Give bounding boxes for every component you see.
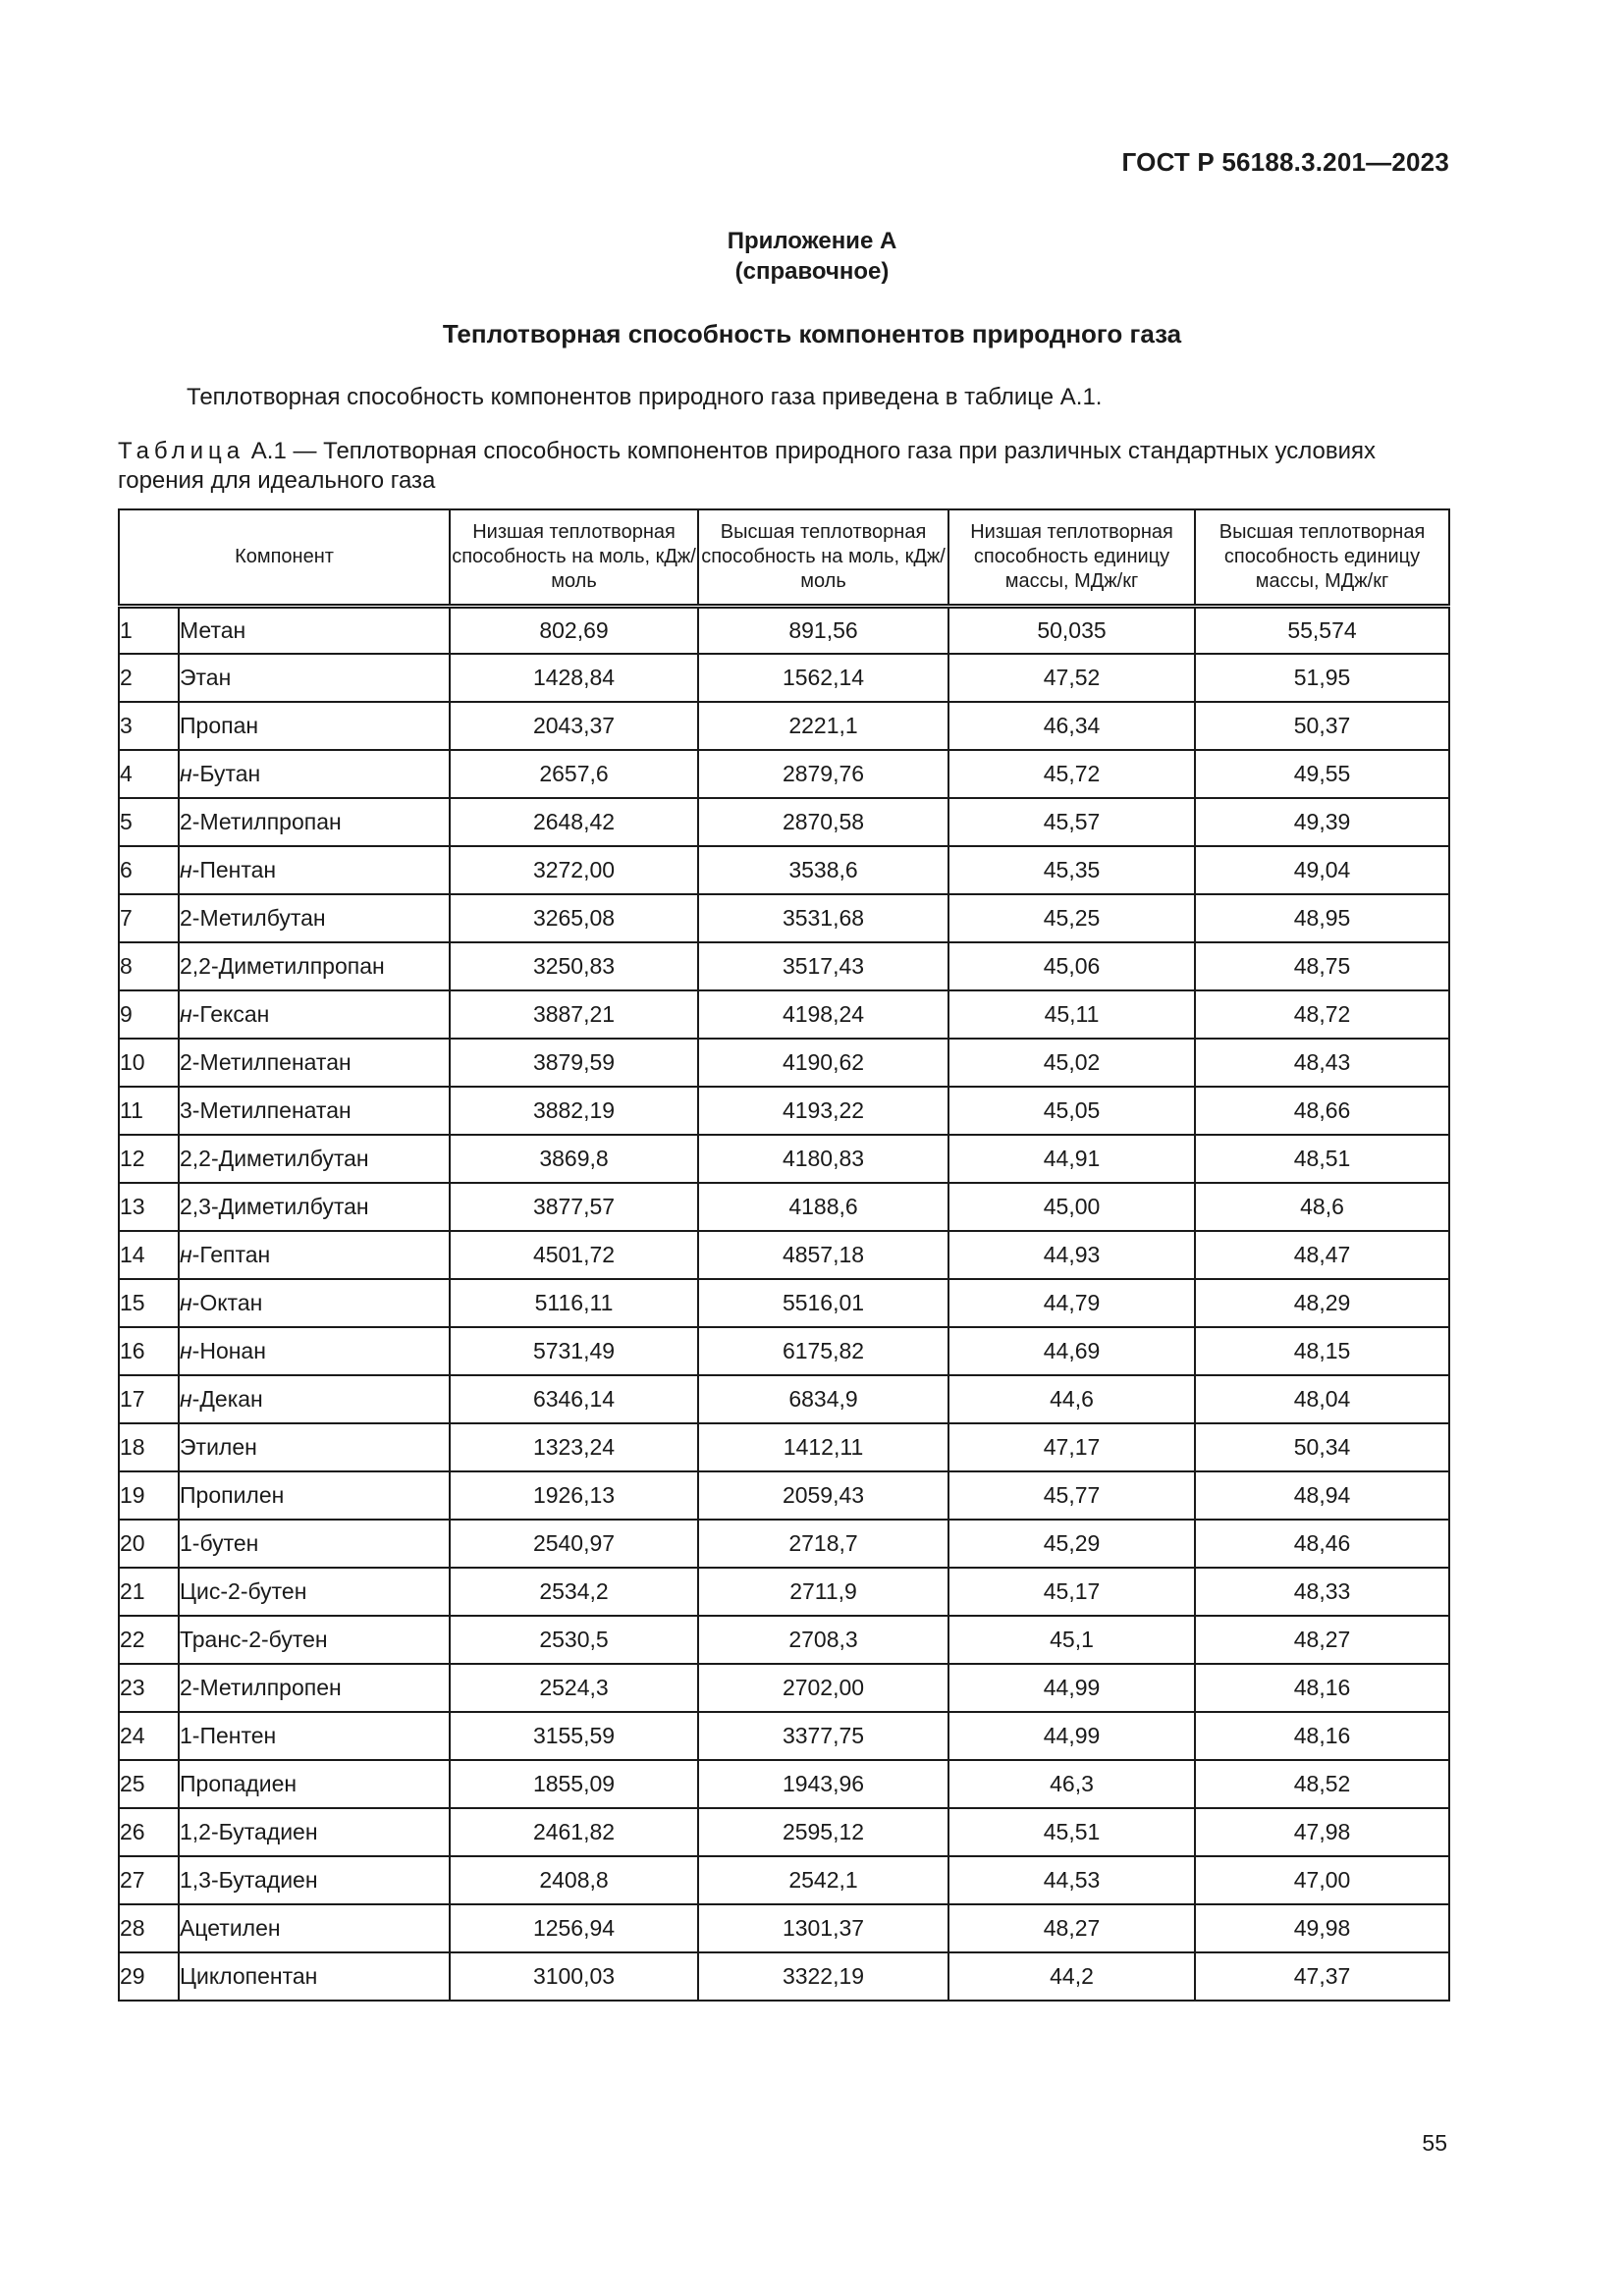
row-number: 6 <box>119 846 179 894</box>
higher-mass-value: 48,04 <box>1195 1375 1449 1423</box>
higher-molar-value: 1301,37 <box>698 1904 948 1952</box>
section-title: Теплотворная способность компонентов природного газа <box>442 319 1182 348</box>
row-number: 11 <box>119 1087 179 1135</box>
row-number: 20 <box>119 1520 179 1568</box>
lower-mass-value: 44,69 <box>948 1327 1195 1375</box>
header-lower-molar: Низшая теплотворная способность на моль, кДж/моль <box>450 509 698 606</box>
component-name: 1,3-Бутадиен <box>179 1856 450 1904</box>
header-higher-molar: Высшая теплотворная способность на моль, кДж/моль <box>698 509 948 606</box>
higher-mass-value: 48,6 <box>1195 1183 1449 1231</box>
lower-mass-value: 44,91 <box>948 1135 1195 1183</box>
lower-molar-value: 3155,59 <box>450 1712 698 1760</box>
document-code: ГОСТ Р 56188.3.201—2023 <box>1121 147 1449 177</box>
lower-molar-value: 2648,42 <box>450 798 698 846</box>
row-number: 7 <box>119 894 179 942</box>
higher-molar-value: 4193,22 <box>698 1087 948 1135</box>
component-name: 2,3-Диметилбутан <box>179 1183 450 1231</box>
row-number: 12 <box>119 1135 179 1183</box>
table-row <box>119 1087 1449 1135</box>
higher-molar-value: 2542,1 <box>698 1856 948 1904</box>
lower-molar-value: 3250,83 <box>450 942 698 990</box>
lower-molar-value: 3879,59 <box>450 1039 698 1087</box>
row-number: 14 <box>119 1231 179 1279</box>
row-number: 9 <box>119 990 179 1039</box>
lower-molar-value: 1855,09 <box>450 1760 698 1808</box>
lower-mass-value: 44,79 <box>948 1279 1195 1327</box>
lower-mass-value: 45,57 <box>948 798 1195 846</box>
table-row <box>119 1952 1449 2001</box>
higher-mass-value: 49,55 <box>1195 750 1449 798</box>
row-number: 27 <box>119 1856 179 1904</box>
component-name: 1-бутен <box>179 1520 450 1568</box>
higher-molar-value: 4198,24 <box>698 990 948 1039</box>
higher-mass-value: 48,29 <box>1195 1279 1449 1327</box>
table-row <box>119 702 1449 750</box>
row-number: 2 <box>119 654 179 702</box>
table-row <box>119 846 1449 894</box>
lower-mass-value: 44,99 <box>948 1664 1195 1712</box>
higher-mass-value: 48,46 <box>1195 1520 1449 1568</box>
row-number: 22 <box>119 1616 179 1664</box>
lower-mass-value: 45,1 <box>948 1616 1195 1664</box>
lower-mass-value: 45,35 <box>948 846 1195 894</box>
higher-mass-value: 51,95 <box>1195 654 1449 702</box>
component-name: 2-Метилпропен <box>179 1664 450 1712</box>
component-name: 2-Метилпенатан <box>179 1039 450 1087</box>
table-row <box>119 1183 1449 1231</box>
lower-mass-value: 44,6 <box>948 1375 1195 1423</box>
higher-molar-value: 4180,83 <box>698 1135 948 1183</box>
component-name: Метан <box>179 606 450 654</box>
component-name: Ацетилен <box>179 1904 450 1952</box>
lower-molar-value: 3272,00 <box>450 846 698 894</box>
higher-molar-value: 1943,96 <box>698 1760 948 1808</box>
component-name: н-Гептан <box>179 1231 450 1279</box>
component-name: н-Нонан <box>179 1327 450 1375</box>
lower-molar-value: 6346,14 <box>450 1375 698 1423</box>
higher-mass-value: 48,66 <box>1195 1087 1449 1135</box>
component-name: 2,2-Диметилпропан <box>179 942 450 990</box>
lower-molar-value: 1256,94 <box>450 1904 698 1952</box>
row-number: 1 <box>119 606 179 654</box>
lower-molar-value: 2408,8 <box>450 1856 698 1904</box>
lower-molar-value: 5116,11 <box>450 1279 698 1327</box>
component-name: 1,2-Бутадиен <box>179 1808 450 1856</box>
lower-molar-value: 3100,03 <box>450 1952 698 2001</box>
higher-mass-value: 48,15 <box>1195 1327 1449 1375</box>
higher-mass-value: 48,33 <box>1195 1568 1449 1616</box>
table-row <box>119 1039 1449 1087</box>
table-row <box>119 1808 1449 1856</box>
component-name: 2-Метилпропан <box>179 798 450 846</box>
higher-molar-value: 2708,3 <box>698 1616 948 1664</box>
table-row <box>119 990 1449 1039</box>
table-row <box>119 942 1449 990</box>
component-name: Пропадиен <box>179 1760 450 1808</box>
header-component: Компонент <box>119 509 450 606</box>
higher-mass-value: 48,95 <box>1195 894 1449 942</box>
component-name: Этан <box>179 654 450 702</box>
lower-molar-value: 802,69 <box>450 606 698 654</box>
component-name: н-Октан <box>179 1279 450 1327</box>
table-row <box>119 606 1449 654</box>
row-number: 28 <box>119 1904 179 1952</box>
table-row <box>119 798 1449 846</box>
row-number: 5 <box>119 798 179 846</box>
lower-mass-value: 45,29 <box>948 1520 1195 1568</box>
lower-molar-value: 2657,6 <box>450 750 698 798</box>
appendix-title: Приложение А <box>727 228 897 254</box>
table-header-row <box>119 509 1449 606</box>
row-number: 10 <box>119 1039 179 1087</box>
higher-mass-value: 48,94 <box>1195 1471 1449 1520</box>
table-row <box>119 654 1449 702</box>
lower-mass-value: 47,17 <box>948 1423 1195 1471</box>
row-number: 13 <box>119 1183 179 1231</box>
component-name: Циклопентан <box>179 1952 450 2001</box>
row-number: 26 <box>119 1808 179 1856</box>
lower-mass-value: 44,53 <box>948 1856 1195 1904</box>
higher-mass-value: 48,16 <box>1195 1664 1449 1712</box>
table-row <box>119 1712 1449 1760</box>
table-row <box>119 1135 1449 1183</box>
row-number: 19 <box>119 1471 179 1520</box>
row-number: 29 <box>119 1952 179 2001</box>
component-name: Пропан <box>179 702 450 750</box>
higher-mass-value: 47,98 <box>1195 1808 1449 1856</box>
higher-molar-value: 4188,6 <box>698 1183 948 1231</box>
higher-molar-value: 4190,62 <box>698 1039 948 1087</box>
component-name: н-Декан <box>179 1375 450 1423</box>
higher-mass-value: 48,16 <box>1195 1712 1449 1760</box>
table-row <box>119 1856 1449 1904</box>
row-number: 16 <box>119 1327 179 1375</box>
component-name: Этилен <box>179 1423 450 1471</box>
higher-molar-value: 2870,58 <box>698 798 948 846</box>
table-row <box>119 1375 1449 1423</box>
appendix-type: (справочное) <box>734 258 890 285</box>
lower-mass-value: 45,05 <box>948 1087 1195 1135</box>
higher-molar-value: 2595,12 <box>698 1808 948 1856</box>
component-name: 3-Метилпенатан <box>179 1087 450 1135</box>
higher-mass-value: 47,37 <box>1195 1952 1449 2001</box>
higher-molar-value: 4857,18 <box>698 1231 948 1279</box>
calorific-value-table <box>118 508 1450 2002</box>
lower-mass-value: 47,52 <box>948 654 1195 702</box>
component-name: 1-Пентен <box>179 1712 450 1760</box>
lower-molar-value: 4501,72 <box>450 1231 698 1279</box>
higher-mass-value: 48,75 <box>1195 942 1449 990</box>
higher-molar-value: 2718,7 <box>698 1520 948 1568</box>
table-row <box>119 1760 1449 1808</box>
higher-molar-value: 1412,11 <box>698 1423 948 1471</box>
lower-molar-value: 1926,13 <box>450 1471 698 1520</box>
lower-mass-value: 45,72 <box>948 750 1195 798</box>
table-row <box>119 1279 1449 1327</box>
row-number: 4 <box>119 750 179 798</box>
component-name: Пропилен <box>179 1471 450 1520</box>
higher-molar-value: 5516,01 <box>698 1279 948 1327</box>
higher-mass-value: 55,574 <box>1195 606 1449 654</box>
table-row <box>119 1471 1449 1520</box>
table-row <box>119 1520 1449 1568</box>
higher-molar-value: 3531,68 <box>698 894 948 942</box>
lower-mass-value: 46,3 <box>948 1760 1195 1808</box>
lower-molar-value: 1428,84 <box>450 654 698 702</box>
higher-mass-value: 49,04 <box>1195 846 1449 894</box>
lower-molar-value: 3869,8 <box>450 1135 698 1183</box>
higher-mass-value: 48,27 <box>1195 1616 1449 1664</box>
component-name: 2-Метилбутан <box>179 894 450 942</box>
table-row <box>119 1327 1449 1375</box>
lower-mass-value: 46,34 <box>948 702 1195 750</box>
lower-molar-value: 2461,82 <box>450 1808 698 1856</box>
table-row <box>119 1664 1449 1712</box>
lower-mass-value: 45,17 <box>948 1568 1195 1616</box>
lower-molar-value: 3887,21 <box>450 990 698 1039</box>
lower-molar-value: 3265,08 <box>450 894 698 942</box>
table-row <box>119 1904 1449 1952</box>
lower-mass-value: 45,06 <box>948 942 1195 990</box>
table-caption-text: А.1 — Теплотворная способность компонентов природного газа при различных стандартных условиях горения для идеального газа <box>118 438 1377 494</box>
higher-molar-value: 6175,82 <box>698 1327 948 1375</box>
page-number: 55 <box>1422 2130 1447 2156</box>
lower-mass-value: 44,93 <box>948 1231 1195 1279</box>
lower-molar-value: 2534,2 <box>450 1568 698 1616</box>
intro-paragraph: Теплотворная способность компонентов природного газа приведена в таблице А.1. <box>187 384 1103 410</box>
lower-mass-value: 45,77 <box>948 1471 1195 1520</box>
row-number: 8 <box>119 942 179 990</box>
appendix-heading <box>0 226 1624 287</box>
higher-mass-value: 49,98 <box>1195 1904 1449 1952</box>
row-number: 25 <box>119 1760 179 1808</box>
higher-molar-value: 3517,43 <box>698 942 948 990</box>
higher-molar-value: 2711,9 <box>698 1568 948 1616</box>
lower-mass-value: 45,25 <box>948 894 1195 942</box>
header-higher-mass: Высшая теплотворная способность единицу массы, МДж/кг <box>1195 509 1449 606</box>
header-lower-mass: Низшая теплотворная способность единицу массы, МДж/кг <box>948 509 1195 606</box>
lower-molar-value: 1323,24 <box>450 1423 698 1471</box>
table-row <box>119 1423 1449 1471</box>
row-number: 15 <box>119 1279 179 1327</box>
table-row <box>119 750 1449 798</box>
row-number: 24 <box>119 1712 179 1760</box>
lower-molar-value: 2540,97 <box>450 1520 698 1568</box>
higher-mass-value: 49,39 <box>1195 798 1449 846</box>
table-row <box>119 894 1449 942</box>
lower-molar-value: 2524,3 <box>450 1664 698 1712</box>
higher-molar-value: 1562,14 <box>698 654 948 702</box>
lower-molar-value: 2043,37 <box>450 702 698 750</box>
component-name: 2,2-Диметилбутан <box>179 1135 450 1183</box>
higher-molar-value: 2702,00 <box>698 1664 948 1712</box>
lower-mass-value: 44,2 <box>948 1952 1195 2001</box>
component-name: н-Бутан <box>179 750 450 798</box>
higher-mass-value: 48,43 <box>1195 1039 1449 1087</box>
component-name: н-Пентан <box>179 846 450 894</box>
component-name: н-Гексан <box>179 990 450 1039</box>
table-row <box>119 1231 1449 1279</box>
higher-mass-value: 50,34 <box>1195 1423 1449 1471</box>
higher-molar-value: 6834,9 <box>698 1375 948 1423</box>
higher-molar-value: 2221,1 <box>698 702 948 750</box>
lower-molar-value: 5731,49 <box>450 1327 698 1375</box>
lower-molar-value: 3882,19 <box>450 1087 698 1135</box>
row-number: 3 <box>119 702 179 750</box>
table-body <box>119 606 1449 2001</box>
table-caption <box>118 437 1448 496</box>
table-caption-label: Таблица <box>118 438 245 464</box>
lower-mass-value: 45,02 <box>948 1039 1195 1087</box>
higher-mass-value: 48,51 <box>1195 1135 1449 1183</box>
component-name: Цис-2-бутен <box>179 1568 450 1616</box>
table-row <box>119 1568 1449 1616</box>
higher-mass-value: 47,00 <box>1195 1856 1449 1904</box>
higher-molar-value: 3538,6 <box>698 846 948 894</box>
higher-mass-value: 50,37 <box>1195 702 1449 750</box>
lower-mass-value: 45,11 <box>948 990 1195 1039</box>
higher-mass-value: 48,72 <box>1195 990 1449 1039</box>
lower-mass-value: 48,27 <box>948 1904 1195 1952</box>
higher-molar-value: 3377,75 <box>698 1712 948 1760</box>
lower-mass-value: 44,99 <box>948 1712 1195 1760</box>
table-row <box>119 1616 1449 1664</box>
lower-mass-value: 45,51 <box>948 1808 1195 1856</box>
higher-mass-value: 48,47 <box>1195 1231 1449 1279</box>
component-name: Транс-2-бутен <box>179 1616 450 1664</box>
higher-molar-value: 2879,76 <box>698 750 948 798</box>
row-number: 18 <box>119 1423 179 1471</box>
row-number: 17 <box>119 1375 179 1423</box>
higher-molar-value: 3322,19 <box>698 1952 948 2001</box>
row-number: 21 <box>119 1568 179 1616</box>
higher-molar-value: 891,56 <box>698 606 948 654</box>
lower-molar-value: 2530,5 <box>450 1616 698 1664</box>
higher-molar-value: 2059,43 <box>698 1471 948 1520</box>
lower-mass-value: 50,035 <box>948 606 1195 654</box>
lower-mass-value: 45,00 <box>948 1183 1195 1231</box>
row-number: 23 <box>119 1664 179 1712</box>
lower-molar-value: 3877,57 <box>450 1183 698 1231</box>
higher-mass-value: 48,52 <box>1195 1760 1449 1808</box>
